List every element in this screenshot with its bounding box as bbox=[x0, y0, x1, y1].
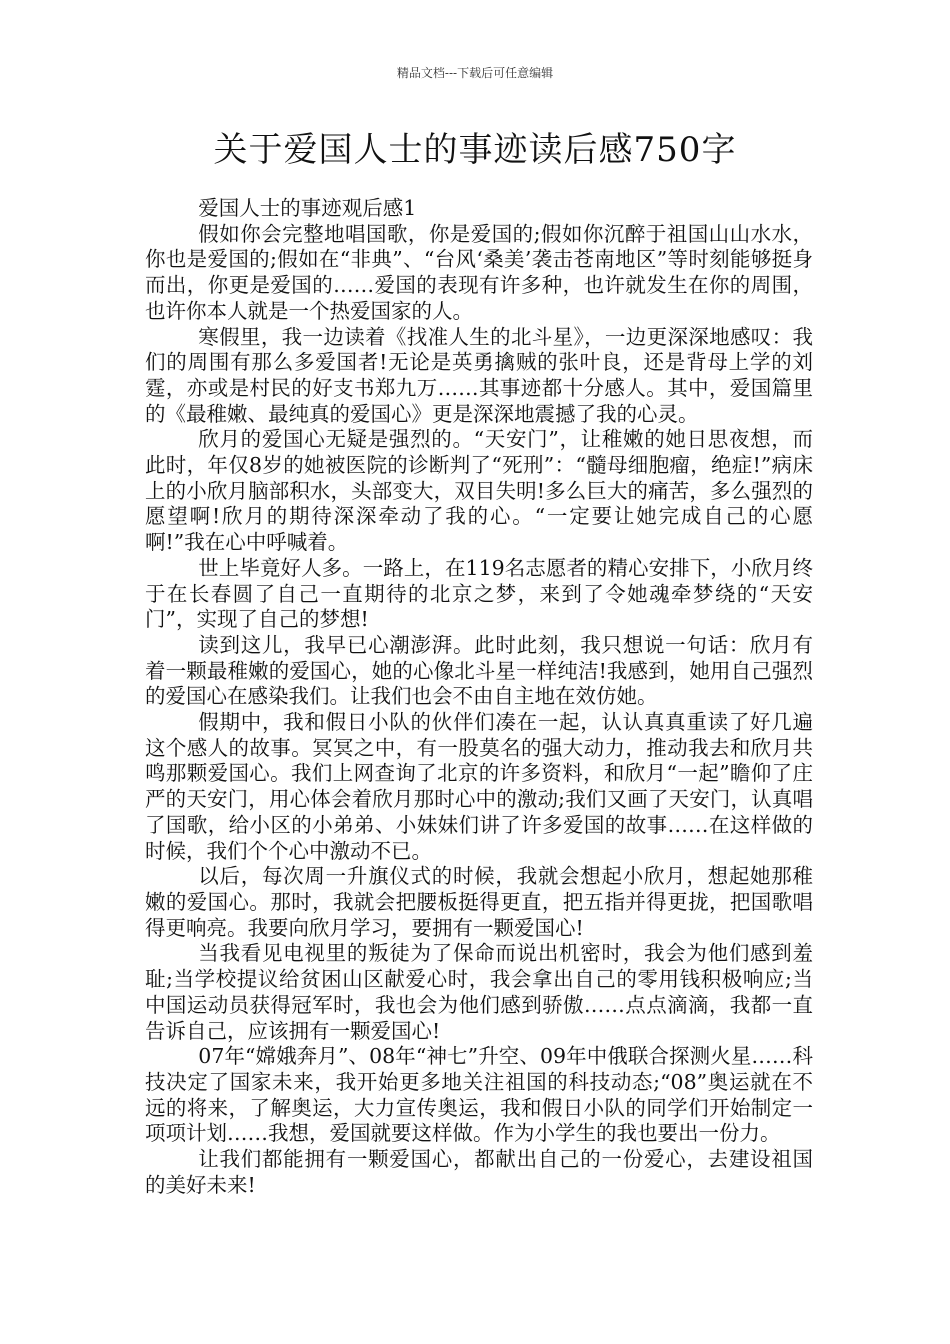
article-body bbox=[145, 196, 813, 1198]
article-subheading: 爱国人士的事迹观后感1 bbox=[198, 196, 417, 220]
paragraph: 当我看见电视里的叛徒为了保命而说出机密时，我会为他们感到羞耻;当学校提议给贫困山区献爱心时，我会拿出自己的零用钱积极响应;当中国运动员获得冠军时，我也会为他们感到骄傲……点点滴滴，我都一直告诉自己，应该拥有一颗爱国心! bbox=[145, 941, 813, 1043]
paragraph: 世上毕竟好人多。一路上，在119名志愿者的精心安排下，小欣月终于在长春圆了自己一直期待的北京之梦，来到了令她魂牵梦绕的“天安门”，实现了自己的梦想! bbox=[145, 555, 813, 632]
paragraph: 以后，每次周一升旗仪式的时候，我就会想起小欣月，想起她那稚嫩的爱国心。那时，我就会把腰板挺得更直，把五指并得更拢，把国歌唱得更响亮。我要向欣月学习，要拥有一颗爱国心! bbox=[145, 864, 813, 940]
page-title: 关于爱国人士的事迹读后感750字 bbox=[213, 130, 737, 170]
paragraph: 读到这儿，我早已心潮澎湃。此时此刻，我只想说一句话：欣月有着一颗最稚嫩的爱国心，她的心像北斗星一样纯洁!我感到，她用自己强烈的爱国心在感染我们。让我们也会不由自主地在效仿她。 bbox=[145, 632, 813, 709]
paragraph: 假如你会完整地唱国歌，你是爱国的;假如你沉醉于祖国山山水水，你也是爱国的;假如在“非典”、“台风‘桑美’袭击苍南地区”等时刻能够挺身而出，你更是爱国的……爱国的表现有许多种，也许就发生在你的周围，也许你本人就是一个热爱国家的人。 bbox=[145, 221, 813, 323]
paragraph: 07年“嫦娥奔月”、08年“神七”升空、09年中俄联合探测火星……科技决定了国家未来，我开始更多地关注祖国的科技动态;“08”奥运就在不远的将来，了解奥运，大力宣传奥运，我和假日小队的同学们开始制定一项项计划……我想，爱国就要这样做。作为小学生的我也要出一份力。 bbox=[145, 1044, 813, 1146]
header-note: 精品文档---下载后可任意编辑 bbox=[396, 66, 554, 80]
paragraph: 欣月的爱国心无疑是强烈的。“天安门”，让稚嫩的她日思夜想，而此时，年仅8岁的她被医院的诊断判了“死刑”：“髓母细胞瘤，绝症!”病床上的小欣月脑部积水，头部变大，双目失明!多么巨大的痛苦，多么强烈的愿望啊!欣月的期待深深牵动了我的心。“一定要让她完成自己的心愿啊!”我在心中呼喊着。 bbox=[145, 427, 813, 555]
paragraph: 寒假里，我一边读着《找准人生的北斗星》，一边更深深地感叹：我们的周围有那么多爱国者!无论是英勇擒贼的张叶良，还是背母上学的刘霆，亦或是村民的好支书郑九万……其事迹都十分感人。其中，爱国篇里的《最稚嫩、最纯真的爱国心》更是深深地震撼了我的心灵。 bbox=[145, 324, 813, 426]
paragraph: 让我们都能拥有一颗爱国心，都献出自己的一份爱心，去建设祖国的美好未来! bbox=[145, 1147, 813, 1197]
paragraph: 假期中，我和假日小队的伙伴们凑在一起，认认真真重读了好几遍这个感人的故事。冥冥之中，有一股莫名的强大动力，推动我去和欣月共鸣那颗爱国心。我们上网查询了北京的许多资料，和欣月“一起”瞻仰了庄严的天安门，用心体会着欣月那时心中的激动;我们又画了天安门，认真唱了国歌，给小区的小弟弟、小妹妹们讲了许多爱国的故事……在这样做的时候，我们个个心中激动不已。 bbox=[145, 710, 813, 863]
